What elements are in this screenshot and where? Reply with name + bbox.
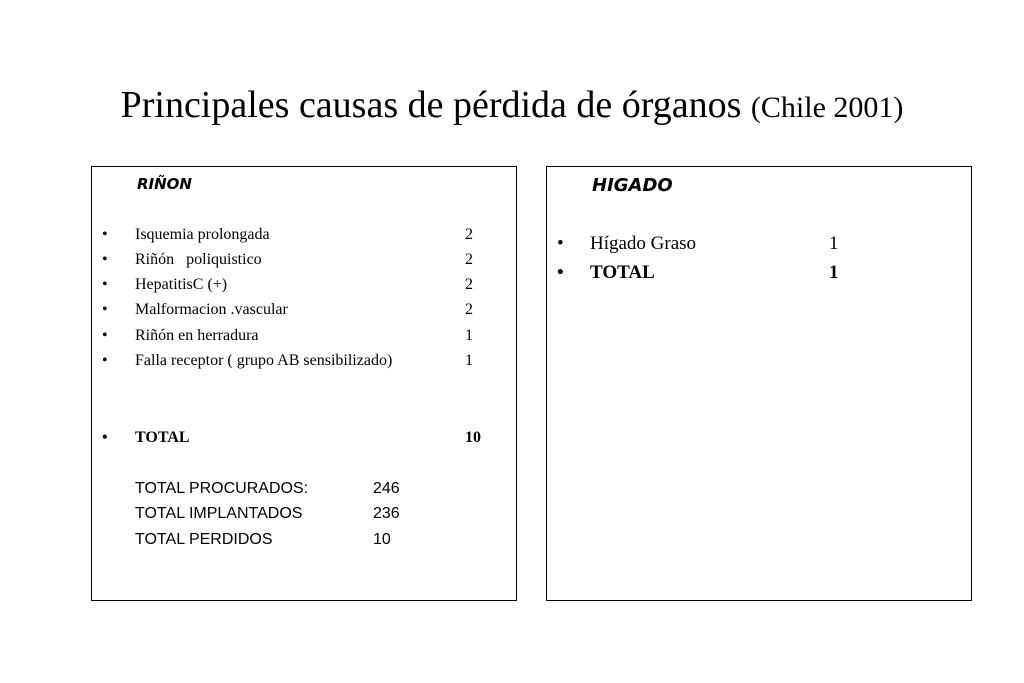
summary-row [135, 531, 455, 549]
rinon-item-value: 2 [465, 226, 473, 243]
higado-item-value: 1 [829, 233, 839, 254]
rinon-item-label: Riñón en herradura [135, 327, 259, 344]
summary-label: TOTAL PROCURADOS: [135, 480, 309, 497]
summary-label: TOTAL IMPLANTADOS [135, 505, 303, 522]
rinon-item-value: 2 [465, 301, 473, 318]
bullet-icon: • [102, 352, 108, 369]
bullet-icon: • [102, 429, 108, 446]
rinon-item-label: Riñón poliquistico [135, 251, 262, 268]
rinon-item-label: Falla receptor ( grupo AB sensibilizado) [135, 352, 393, 369]
rinon-item-label: Isquemia prolongada [135, 226, 270, 243]
higado-total-label: TOTAL [590, 262, 655, 283]
summary-row [135, 505, 455, 523]
higado-item-label: Hígado Graso [590, 233, 697, 254]
bullet-icon: • [557, 262, 564, 283]
slide-title-main: Principales causas de pérdida de órganos [120, 84, 742, 126]
bullet-icon: • [102, 301, 108, 318]
rinon-item-value: 2 [465, 276, 473, 293]
rinon-item-value: 1 [465, 352, 473, 369]
rinon-item-label: Malformacion .vascular [135, 301, 288, 318]
bullet-icon: • [557, 233, 564, 254]
rinon-heading: RIÑON [137, 175, 192, 193]
summary-value: 236 [373, 505, 400, 522]
rinon-total-value: 10 [465, 429, 481, 446]
summary-label: TOTAL PERDIDOS [135, 531, 273, 548]
higado-heading: HIGADO [592, 175, 673, 196]
summary-value: 246 [373, 480, 400, 497]
slide-title-sub: (Chile 2001) [750, 91, 904, 124]
bullet-icon: • [102, 327, 108, 344]
bullet-icon: • [102, 226, 108, 243]
rinon-item-value: 1 [465, 327, 473, 344]
rinon-item-value: 2 [465, 251, 473, 268]
bullet-icon: • [102, 276, 108, 293]
summary-row [135, 480, 455, 498]
rinon-item-label: HepatitisC (+) [135, 276, 228, 293]
rinon-total-label: TOTAL [135, 429, 190, 446]
higado-total-value: 1 [829, 262, 839, 283]
higado-panel [546, 166, 972, 601]
rinon-panel [91, 166, 517, 601]
summary-value: 10 [373, 531, 391, 548]
bullet-icon: • [102, 251, 108, 268]
slide-title [0, 82, 1024, 131]
